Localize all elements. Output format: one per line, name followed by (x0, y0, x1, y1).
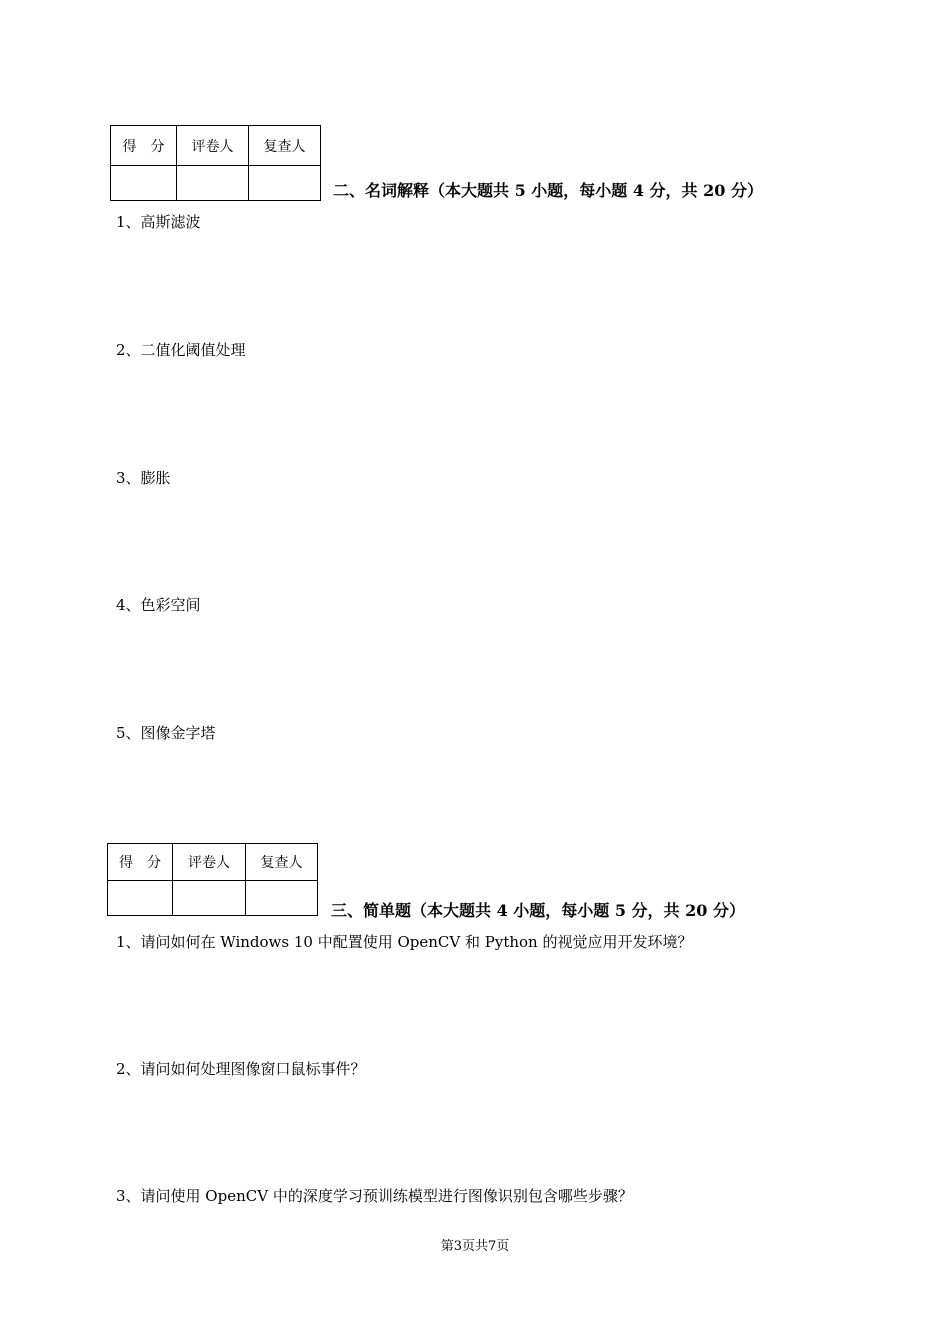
section-2-question-1: 1、高斯滤波 (116, 213, 201, 231)
score-cell-reviewer (249, 166, 321, 201)
section-2-title: 二、名词解释（本大题共 5 小题，每小题 4 分，共 20 分） (333, 181, 763, 200)
page-number: 第3页共7页 (440, 1239, 510, 1254)
section-3-question-2: 2、请问如何处理图像窗口鼠标事件？ (116, 1060, 366, 1078)
score-header-reviewer: 复查人 (249, 126, 321, 166)
section-2-question-3: 3、膨胀 (116, 469, 171, 487)
score-header-score: 得 分 (111, 126, 177, 166)
score-cell-grader (177, 166, 249, 201)
section-2-question-4: 4、色彩空间 (116, 596, 201, 614)
score-cell-reviewer (246, 881, 318, 916)
score-cell-grader (173, 881, 246, 916)
section-3-question-3: 3、请问使用 OpenCV 中的深度学习预训练模型进行图像识别包含哪些步骤？ (116, 1187, 633, 1205)
score-table-section-3 (107, 843, 318, 916)
section-3-question-1: 1、请问如何在 Windows 10 中配置使用 OpenCV 和 Python 的视觉应用开发环境？ (116, 933, 693, 951)
section-2-question-5: 5、图像金字塔 (116, 724, 216, 742)
score-table-section-2 (110, 125, 321, 201)
score-header-reviewer: 复查人 (246, 844, 318, 881)
score-header-score: 得 分 (108, 844, 173, 881)
section-2-question-2: 2、二值化阈值处理 (116, 341, 246, 359)
score-header-grader: 评卷人 (177, 126, 249, 166)
score-cell-score (111, 166, 177, 201)
score-cell-score (108, 881, 173, 916)
section-3-title: 三、简单题（本大题共 4 小题，每小题 5 分，共 20 分） (331, 901, 745, 920)
score-header-grader: 评卷人 (173, 844, 246, 881)
